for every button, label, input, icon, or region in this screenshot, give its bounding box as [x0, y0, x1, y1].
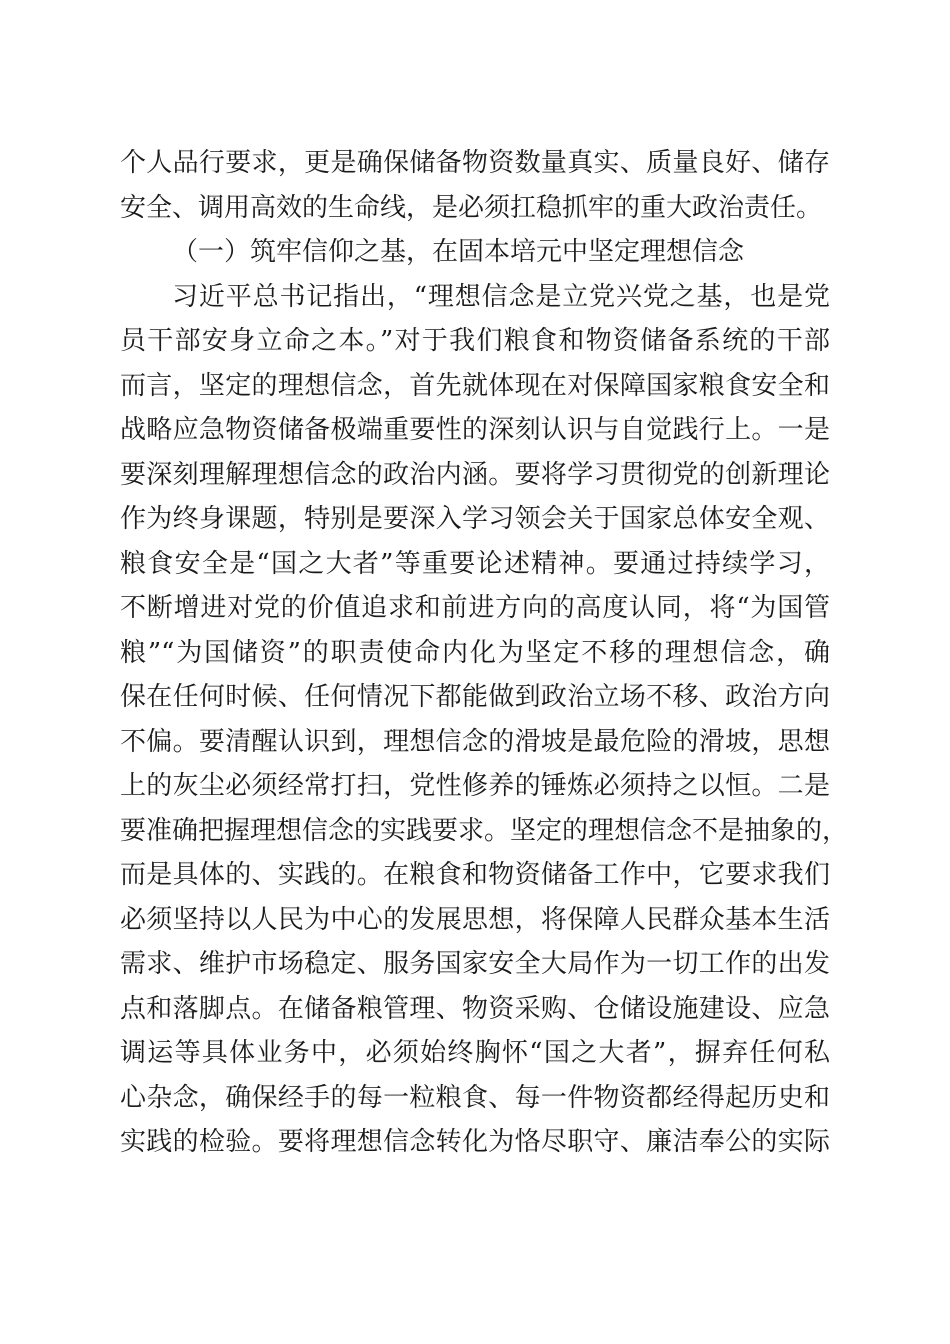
paragraph-line: 而言，坚定的理想信念，首先就体现在对保障国家粮食安全和	[120, 370, 830, 401]
paragraph-line: 粮食安全是“国之大者”等重要论述精神。要通过持续学习，	[120, 548, 830, 579]
paragraph-line: 保在任何时候、任何情况下都能做到政治立场不移、政治方向	[120, 682, 830, 712]
paragraph-line: 员干部安身立命之本。”对于我们粮食和物资储备系统的干部	[120, 326, 830, 356]
paragraph-line: 要准确把握理想信念的实践要求。坚定的理想信念不是抽象的，	[120, 815, 849, 846]
document-body	[120, 141, 849, 1165]
paragraph-line: 习近平总书记指出，“理想信念是立党兴党之基，也是党	[172, 281, 830, 312]
paragraph-line: 上的灰尘必须经常打扫，党性修养的锤炼必须持之以恒。二是	[120, 771, 830, 801]
paragraph-line: 战略应急物资储备极端重要性的深刻认识与自觉践行上。一是	[120, 415, 830, 445]
paragraph-line: 必须坚持以人民为中心的发展思想，将保障人民群众基本生活	[120, 904, 830, 935]
paragraph-line: 实践的检验。要将理想信念转化为恪尽职守、廉洁奉公的实际	[120, 1127, 830, 1157]
paragraph-line: 不偏。要清醒认识到，理想信念的滑坡是最危险的滑坡，思想	[120, 726, 830, 757]
section-heading: （一）筑牢信仰之基，在固本培元中坚定理想信念	[172, 237, 745, 267]
paragraph-line: 要深刻理解理想信念的政治内涵。要将学习贯彻党的创新理论	[120, 459, 830, 490]
paragraph-line: 粮”“为国储资”的职责使命内化为坚定不移的理想信念，确	[120, 637, 830, 668]
paragraph-line: 调运等具体业务中，必须始终胸怀“国之大者”，摒弃任何私	[120, 1038, 830, 1068]
paragraph-line: 作为终身课题，特别是要深入学习领会关于国家总体安全观、	[120, 504, 830, 534]
paragraph-line: 不断增进对党的价值追求和前进方向的高度认同，将“为国管	[120, 593, 830, 623]
paragraph-line: 心杂念，确保经手的每一粒粮食、每一件物资都经得起历史和	[120, 1082, 830, 1113]
paragraph-line: 需求、维护市场稳定、服务国家安全大局作为一切工作的出发	[120, 949, 830, 979]
paragraph-line: 而是具体的、实践的。在粮食和物资储备工作中，它要求我们	[120, 860, 830, 890]
paragraph-line: 个人品行要求，更是确保储备物资数量真实、质量良好、储存	[120, 148, 830, 178]
paragraph-line: 点和落脚点。在储备粮管理、物资采购、仓储设施建设、应急	[120, 993, 830, 1024]
paragraph-line: 安全、调用高效的生命线，是必须扛稳抓牢的重大政治责任。	[120, 192, 823, 223]
